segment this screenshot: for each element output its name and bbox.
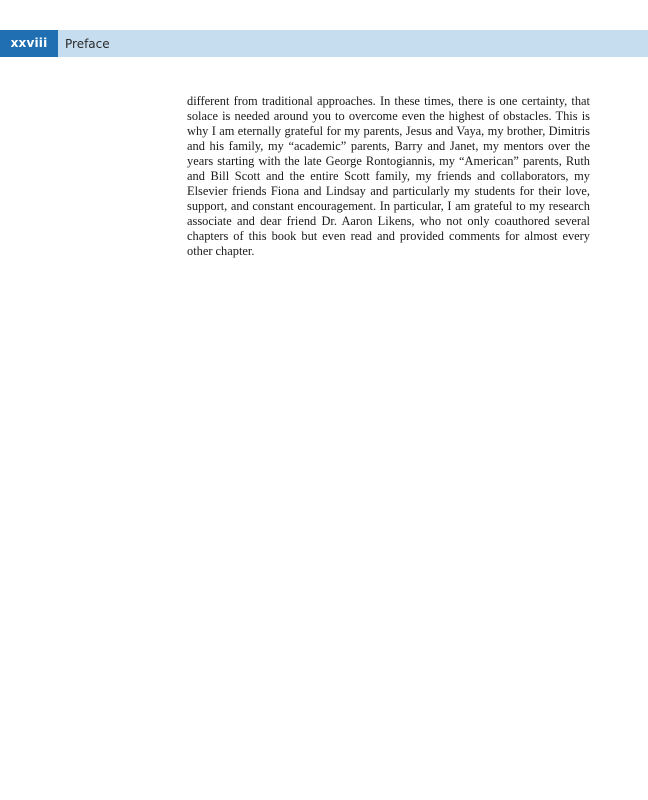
running-header — [0, 30, 648, 57]
page-number: xxviii — [0, 30, 58, 57]
preface-paragraph: different from traditional approaches. In these times, there is one certainty, that solace is needed around you to overcome even the highest of obstacles. This is why I am eternally grateful for my parents, Jesus and Vaya, my brother, Dimitris and his family, my “academic” parents, Barry and Janet, my mentors over the years starting with the late George Rontogiannis, my “American” parents, Ruth and Bill Scott and the entire Scott family, my friends and collaborators, my Elsevier friends Fiona and Lindsay and particularly my students for their love, support, and constant encouragement. In particular, I am grateful to my research associate and dear friend Dr. Aaron Likens, who not only coauthored several chapters of this book but even read and provided comments for almost every other chapter. — [187, 94, 590, 258]
section-title: Preface — [65, 37, 110, 51]
